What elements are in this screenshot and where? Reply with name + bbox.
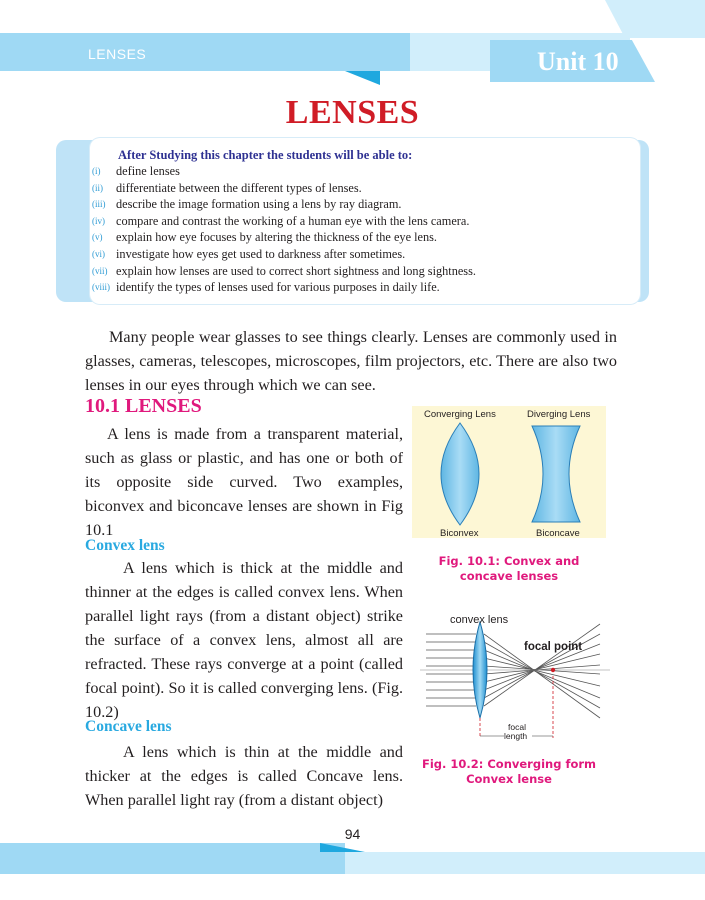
convex-heading: Convex lens: [85, 537, 165, 554]
running-header: LENSES: [88, 46, 147, 62]
concave-heading: Concave lens: [85, 718, 172, 735]
label-converging: Converging Lens: [424, 409, 496, 420]
label-diverging: Diverging Lens: [527, 409, 591, 420]
objectives-heading: After Studying this chapter the students will be able to:: [118, 148, 413, 162]
figure-lenses: [412, 406, 606, 538]
convex-lens-shape: [473, 622, 487, 718]
figure-1-caption: Fig. 10.1: Convex and concave lenses: [438, 554, 580, 583]
convex-paragraph: A lens which is thick at the middle and thinner at the edges is called convex lens. When parallel light rays (from a distant object) strike the surface of a convex lens, almost all are refracted. These rays converge at a point (called focal point). So it is called converging lens. (Fig. 10.2): [85, 559, 403, 721]
label-focal: focal: [508, 722, 526, 732]
lens-illustration: [412, 406, 606, 538]
chapter-title: LENSES: [285, 94, 420, 131]
unit-label: Unit 10: [537, 47, 619, 76]
focal-point-dot: [551, 668, 555, 672]
label-biconvex: Biconvex: [440, 528, 479, 539]
header-accent-triangle: [345, 71, 380, 85]
label-length: length: [504, 731, 528, 741]
footer-accent-triangle: [320, 843, 365, 852]
biconcave-lens: [532, 426, 580, 522]
label-focal-point: focal point: [524, 641, 583, 653]
concave-paragraph: A lens which is thin at the middle and thicker at the edges is called Concave lens. When parallel light ray (from a distant object): [85, 743, 403, 809]
figure-2-caption: Fig. 10.2: Converging form Convex lense: [421, 757, 597, 786]
header-band: [0, 33, 410, 71]
footer-band: [0, 843, 345, 874]
lens-paragraph: A lens is made from a transparent material, such as glass or plastic, and has one or both of its opposite side curved. Two examples, biconvex and biconcave lenses are shown in Fig 10.1: [85, 425, 403, 539]
refracted-rays: [484, 624, 600, 718]
label-convex-lens: convex lens: [450, 614, 509, 626]
biconvex-lens: [441, 423, 479, 525]
intro-paragraph: Many people wear glasses to see things clearly. Lenses are commonly used in glasses, cameras, telescopes, microscopes, film projectors, etc. There are also two lenses in our eyes through which we can see.: [85, 328, 617, 394]
page-number: 94: [344, 826, 361, 842]
section-heading: 10.1 LENSES: [85, 395, 202, 417]
label-biconcave: Biconcave: [536, 528, 580, 539]
